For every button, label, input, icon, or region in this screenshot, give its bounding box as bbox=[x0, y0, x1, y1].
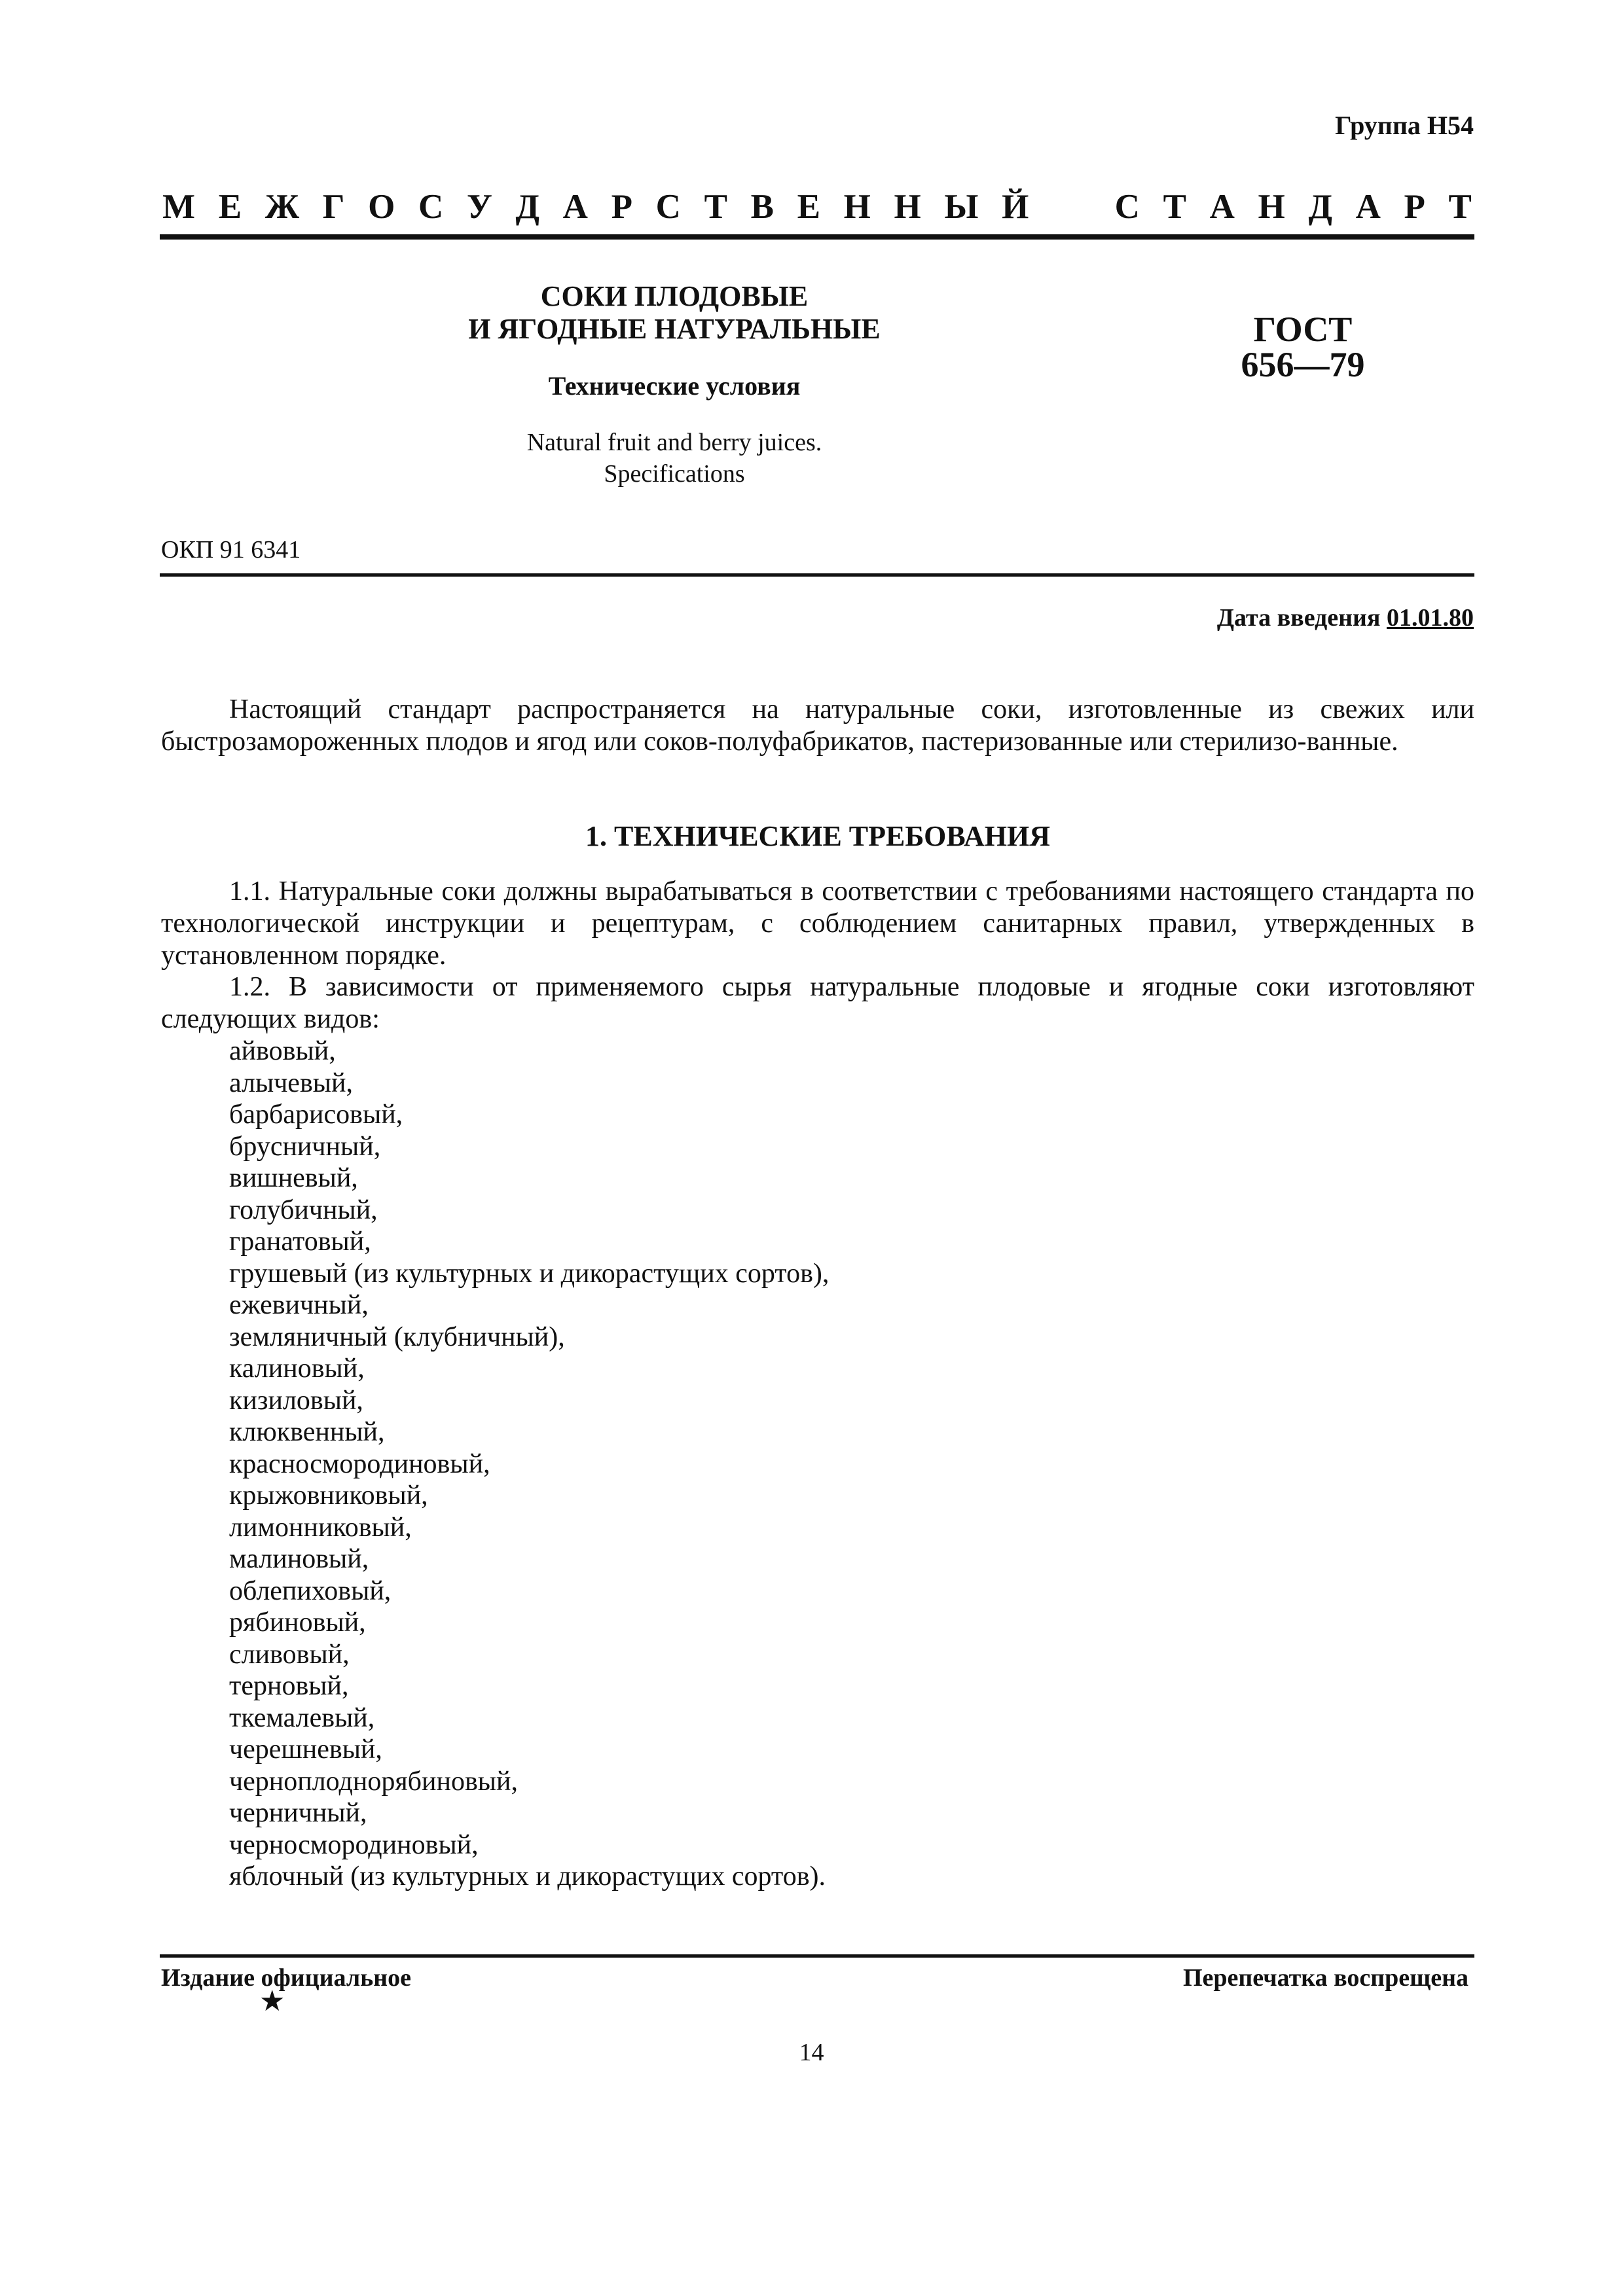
group-code: Группа Н54 bbox=[1335, 111, 1474, 140]
title-line-2: И ЯГОДНЫЕ НАТУРАЛЬНЫЕ bbox=[468, 313, 881, 345]
heading-letter: Г bbox=[322, 188, 345, 226]
heading-letter: О bbox=[368, 188, 395, 226]
juice-type-item: черносмородиновый, bbox=[229, 1829, 479, 1860]
introduction-date-value: 01.01.80 bbox=[1387, 604, 1474, 632]
juice-type-item: ткемалевый, bbox=[229, 1702, 375, 1733]
heading-letter: С bbox=[418, 188, 444, 226]
official-edition-label: Издание официальное bbox=[161, 1964, 412, 1992]
clause-1-2: 1.2. В зависимости от применяемого сырья натуральные плодовые и ягодные соки изготовляют следующих видов: bbox=[161, 972, 1474, 1034]
juice-type-item: облепиховый, bbox=[229, 1575, 392, 1606]
heading-letter: С bbox=[1114, 188, 1140, 226]
title-line-1: СОКИ ПЛОДОВЫЕ bbox=[540, 280, 809, 312]
heading-letter: Н bbox=[894, 188, 921, 226]
juice-type-item: черноплоднорябиновый, bbox=[229, 1766, 518, 1797]
juice-types-list bbox=[229, 1035, 829, 1893]
juice-type-item: гранатовый, bbox=[229, 1227, 371, 1257]
okp-rule bbox=[160, 573, 1474, 577]
juice-type-item: красносмородиновый, bbox=[229, 1448, 490, 1479]
gost-number: 656—79 bbox=[1241, 345, 1365, 384]
juice-type-item: вишневый, bbox=[229, 1163, 358, 1193]
heading-word-gap bbox=[1052, 187, 1091, 226]
juice-type-item: малиновый, bbox=[229, 1544, 369, 1574]
reprint-prohibited-label: Перепечатка воспрещена bbox=[1182, 1964, 1468, 1992]
juice-type-item: рябиновый, bbox=[229, 1607, 366, 1638]
juice-type-item: айвовый, bbox=[229, 1036, 336, 1066]
heading-letter: А bbox=[562, 188, 588, 226]
heading-letter: М bbox=[162, 188, 196, 226]
heading-letter: Н bbox=[843, 188, 871, 226]
juice-type-item: ежевичный, bbox=[229, 1290, 369, 1320]
heading-letter: Д bbox=[515, 188, 540, 226]
document-title bbox=[367, 280, 982, 346]
heading-letter: Т bbox=[704, 188, 727, 226]
heading-letter: Ы bbox=[944, 188, 979, 226]
juice-type-item: брусничный, bbox=[229, 1131, 381, 1162]
page-number: 14 bbox=[799, 2039, 824, 2066]
juice-type-item: терновый, bbox=[229, 1671, 349, 1701]
clause-1-1: 1.1. Натуральные соки должны вырабатываться в соответствии с требованиями настоящего стандарта по технологической инструкции и рецептурам, с соблюдением санитарных правил, утвержденных в установленном порядке. bbox=[161, 876, 1474, 971]
heading-letter: Т bbox=[1163, 188, 1186, 226]
heading-letter: Е bbox=[797, 188, 820, 226]
juice-type-item: грушевый (из культурных и дикорастущих сортов), bbox=[229, 1258, 830, 1289]
english-title bbox=[367, 427, 982, 490]
heading-letter: В bbox=[750, 188, 774, 226]
introduction-date bbox=[1217, 603, 1474, 632]
juice-type-item: сливовый, bbox=[229, 1639, 350, 1670]
header-rule bbox=[160, 234, 1474, 240]
heading-letter: Й bbox=[1002, 188, 1029, 226]
heading-letter: У bbox=[466, 188, 492, 226]
introduction-date-label: Дата введения bbox=[1216, 604, 1387, 632]
juice-type-item: кизиловый, bbox=[229, 1385, 363, 1416]
heading-letter: Р bbox=[1404, 188, 1425, 226]
heading-letter: Е bbox=[218, 188, 242, 226]
juice-type-item: крыжовниковый, bbox=[229, 1480, 428, 1511]
english-title-line-1: Natural fruit and berry juices. bbox=[526, 429, 822, 456]
english-title-line-2: Specifications bbox=[604, 460, 745, 488]
gost-label: ГОСТ bbox=[1253, 310, 1353, 349]
heading-letter: Д bbox=[1308, 188, 1332, 226]
juice-type-item: черешневый, bbox=[229, 1734, 382, 1765]
section-1-title: 1. ТЕХНИЧЕСКИЕ ТРЕБОВАНИЯ bbox=[585, 820, 1050, 852]
juice-type-item: калиновый, bbox=[229, 1354, 365, 1384]
juice-type-item: черничный, bbox=[229, 1798, 367, 1828]
heading-letter: А bbox=[1355, 188, 1381, 226]
standard-type-heading bbox=[162, 187, 1472, 226]
document-subtitle: Технические условия bbox=[548, 371, 801, 401]
okp-code: ОКП 91 6341 bbox=[161, 536, 301, 564]
star-icon: ★ bbox=[259, 1985, 285, 2017]
juice-type-item: голубичный, bbox=[229, 1194, 378, 1225]
juice-type-item: алычевый, bbox=[229, 1067, 353, 1098]
juice-type-item: лимонниковый, bbox=[229, 1512, 412, 1543]
juice-type-item: яблочный (из культурных и дикорастущих сортов). bbox=[229, 1861, 826, 1892]
juice-type-item: барбарисовый, bbox=[229, 1100, 403, 1130]
heading-letter: Ж bbox=[264, 188, 300, 226]
footer-rule bbox=[160, 1954, 1474, 1958]
heading-letter: С bbox=[655, 188, 681, 226]
intro-paragraph: Настоящий стандарт распространяется на натуральные соки, изготовленные из свежих или быстрозамороженных плодов и ягод или соков-полуфабрикатов, пастеризованные или стерилизо-ванные. bbox=[161, 694, 1474, 757]
juice-type-item: земляничный (клубничный), bbox=[229, 1321, 565, 1352]
heading-letter: Н bbox=[1258, 188, 1285, 226]
juice-type-item: клюквенный, bbox=[229, 1417, 385, 1447]
heading-letter: А bbox=[1209, 188, 1235, 226]
heading-letter: Т bbox=[1448, 188, 1472, 226]
heading-letter: Р bbox=[611, 188, 632, 226]
gost-designation bbox=[1165, 312, 1440, 382]
